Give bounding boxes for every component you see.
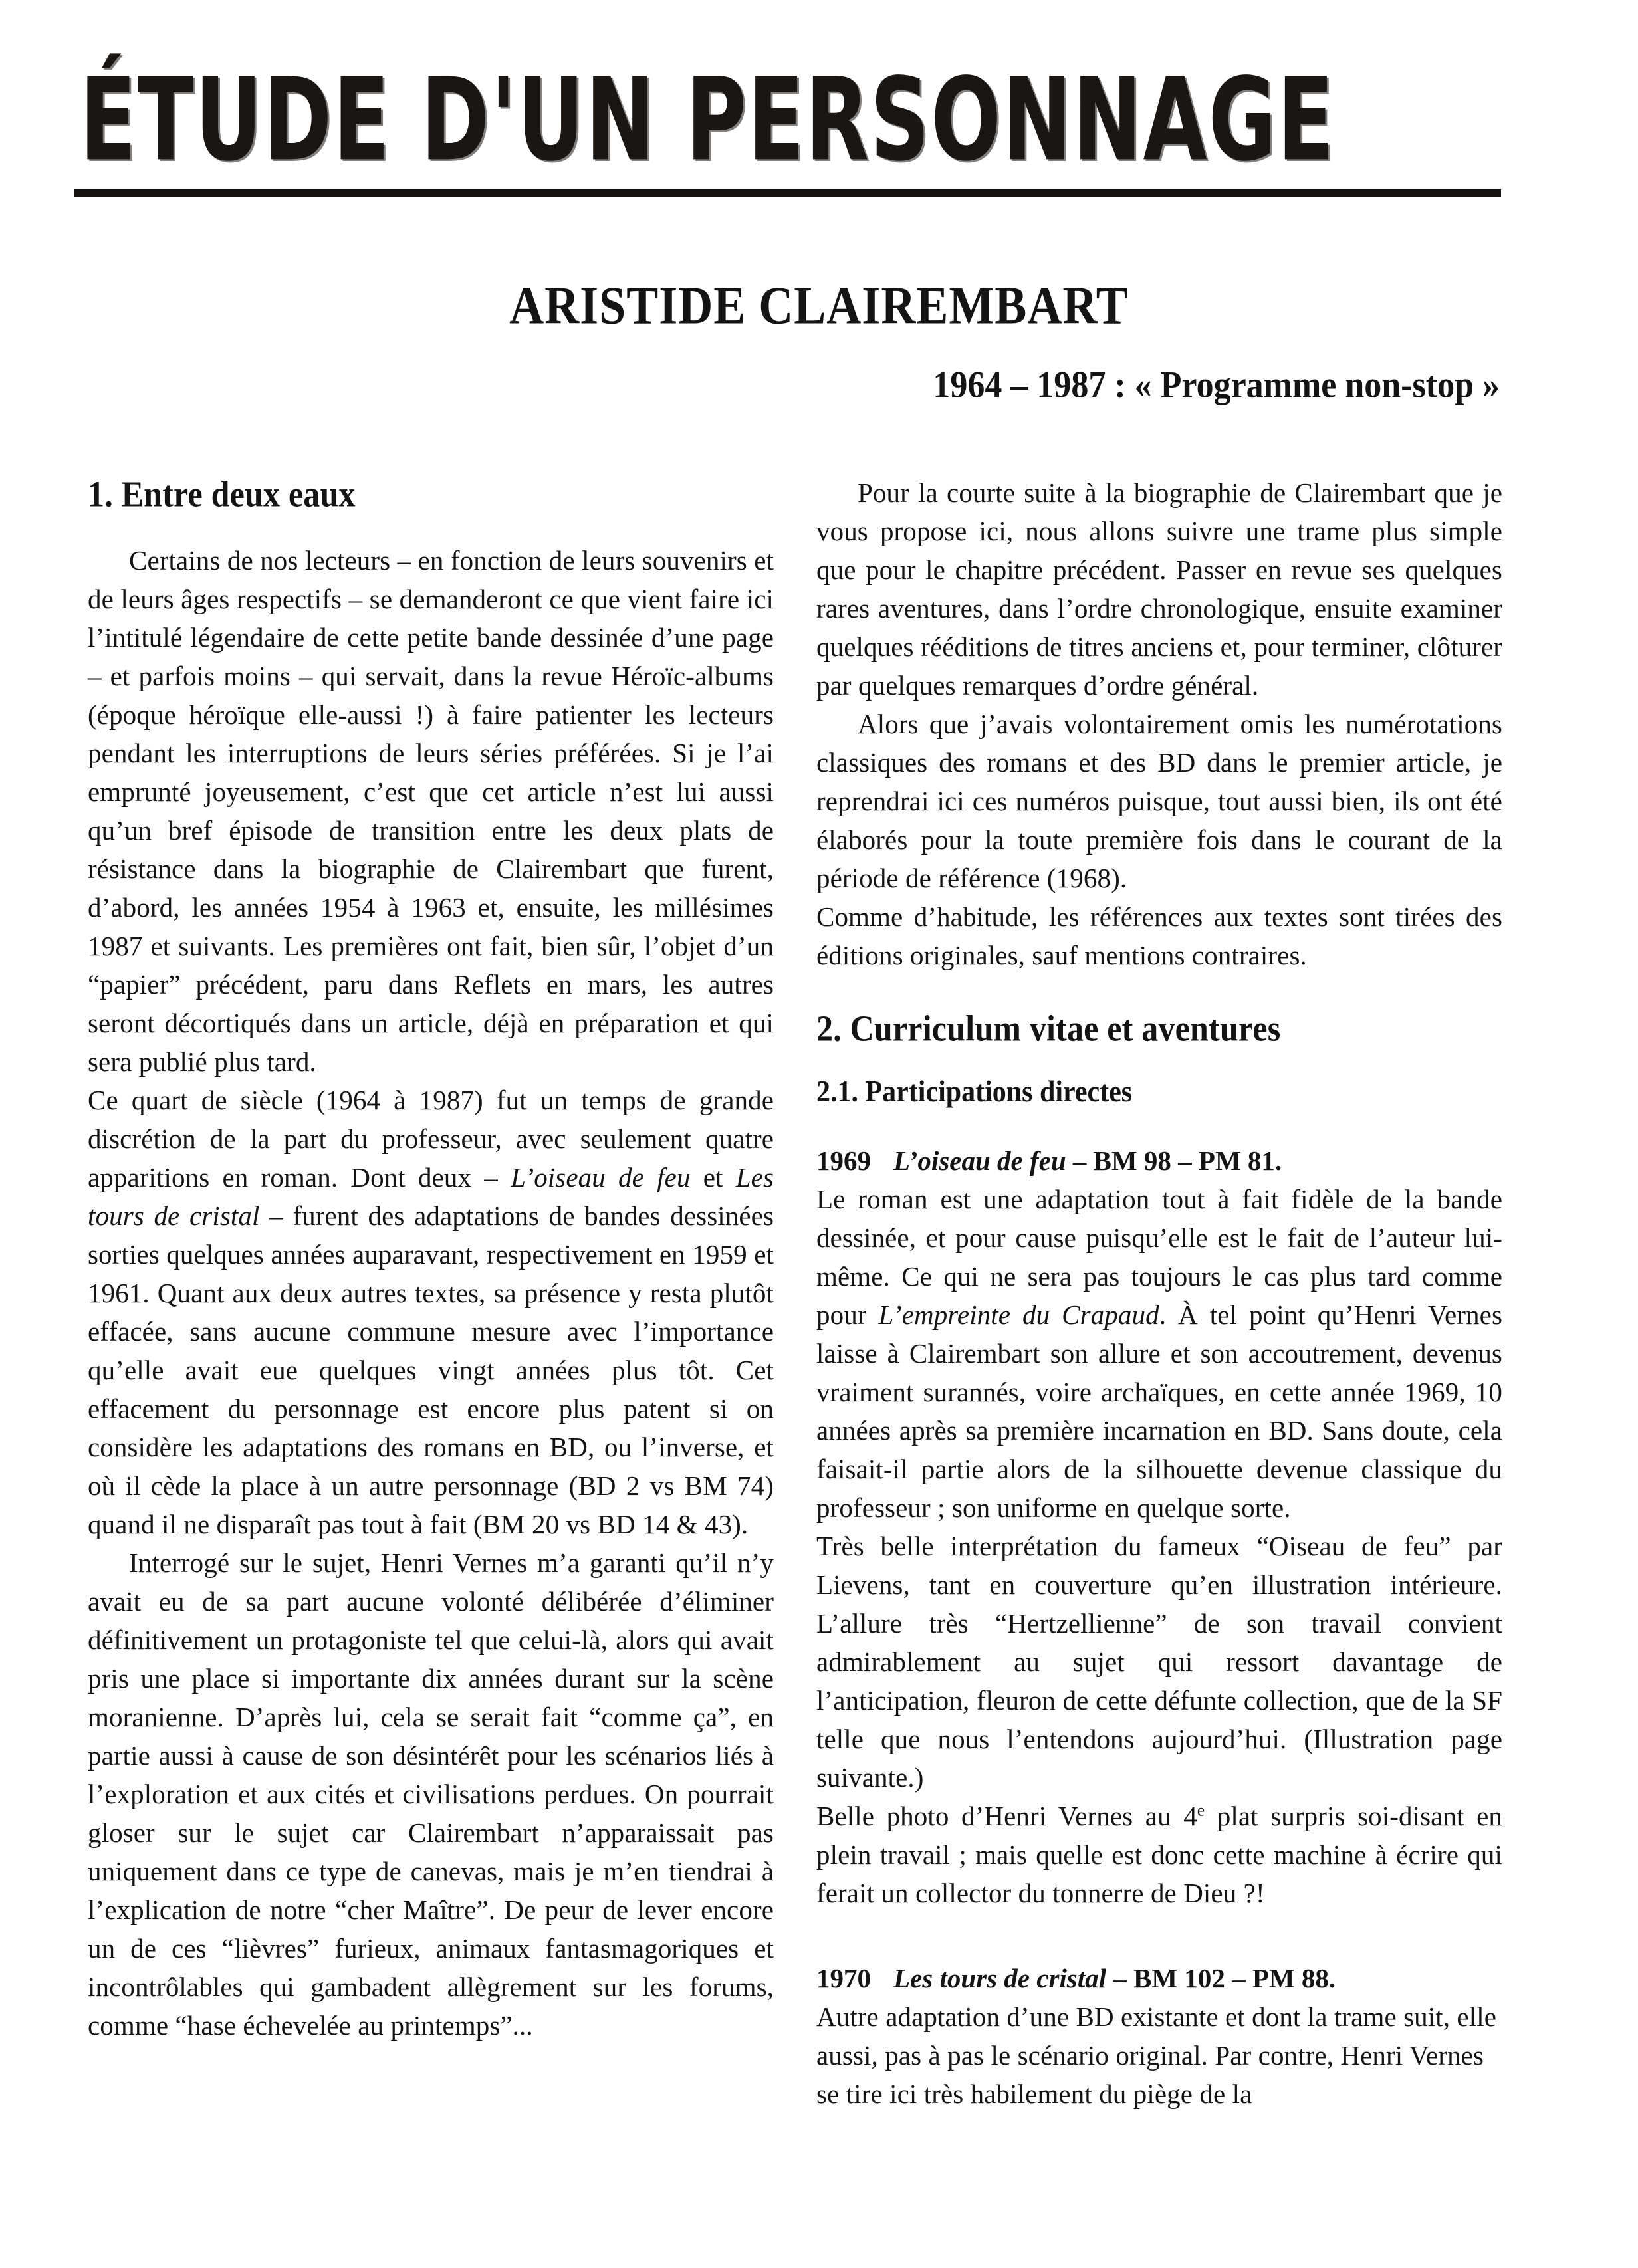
paragraph-text: Ce quart de siècle (1964 à 1987) fut un temps de grande discrétion de la part du professeur, avec seulement quatre apparitions en roman. Dont deux – (88, 1085, 774, 1192)
paragraph (816, 1797, 1502, 1912)
paragraph (88, 1081, 774, 1543)
paragraph-text: – furent des adaptations de bandes dessinées sorties quelques années auparavant, respectivement en 1959 et 1961. Quant aux deux autres textes, sa présence y resta plutôt effacée, sans aucune commune mesure avec l’importance qu’elle avait eue quelques vingt années plus tôt. Cet effacement du personnage est encore plus patent si on considère les adaptations des romans en BD, ou l’inverse, et où il cède la place à un autre personnage (BD 2 vs BM 74) quand il ne disparaît pas tout à fait (BM 20 vs BD 14 & 43). (88, 1200, 774, 1539)
paragraph: Interrogé sur le sujet, Henri Vernes m’a garanti qu’il n’y avait eu de sa part aucune volonté délibérée d’éliminer définitivement un protagoniste tel que celui-là, alors qui avait pris une place si importante dix années durant sur la scène moranienne. D’après lui, cela se serait fait “comme ça”, en partie aussi à cause de son désintérêt pour les scénarios liés à l’exploration et aux cités et civilisations perdues. On pourrait gloser sur le sujet car Clairembart n’apparaissait pas uniquement dans ce type de canevas, mais je m’en tiendrai à l’explication de notre “cher Maître”. De peur de lever encore un de ces “lièvres” furieux, animaux fantasmagoriques et incontrôlables qui gambadent allègrement sur les forums, comme “hase échevelée au printemps”... (88, 1547, 774, 2041)
page-title: ARISTIDE CLAIREMBART (509, 275, 1129, 336)
paragraph: Comme d’habitude, les références aux textes sont tirées des éditions originales, sauf mentions contraires. (816, 901, 1502, 970)
masthead (0, 54, 1638, 187)
right-column (816, 473, 1502, 2113)
entry-refs: – BM 102 – PM 88. (1113, 1963, 1336, 1994)
section-heading-1: 1. Entre deux eaux (88, 473, 356, 514)
paragraph-text: . À tel point qu’Henri Vernes laisse à Clairembart son allure et son accoutrement, devenus vraiment surannés, voire archaïques, en cette année 1969, 10 années après sa première incarnation en BD. Sans doute, cela faisait-il partie alors de la silhouette devenue classique du professeur ; son uniforme en quelque sorte. (816, 1300, 1502, 1524)
entry-year: 1970 (816, 1963, 871, 1994)
paragraph (816, 1180, 1502, 1527)
paragraph: Autre adaptation d’une BD existante et dont la trame suit, elle aussi, pas à pas le scénario original. Par contre, Henri Vernes se tire ici très habilement du piège de la (816, 2001, 1497, 2110)
entry-heading (816, 1959, 1502, 1997)
section-heading-2: 2. Curriculum vitae et aventures (816, 1008, 1281, 1049)
paragraph: Alors que j’avais volontairement omis les numérotations classiques des romans et des BD dans le premier article, je reprendrai ici ces numéros puisque, tout aussi bien, ils ont été élaborés pour la toute première fois dans le courant de la période de référence (1968). (816, 709, 1502, 893)
masthead-title: ÉTUDE D'UN PERSONNAGE (80, 54, 1336, 187)
subsection-heading-2-1: 2.1. Participations directes (816, 1076, 1133, 1109)
work-title: Les tours de cristal (88, 1162, 774, 1231)
page-subtitle: 1964 – 1987 : « Programme non-stop » (933, 364, 1500, 406)
paragraph-text: Belle photo d’Henri Vernes au 4 (816, 1801, 1197, 1832)
left-column (88, 473, 774, 2045)
paragraph: Certains de nos lecteurs – en fonction de leurs souvenirs et de leurs âges respectifs – se demanderont ce que vient faire ici l’intitulé légendaire de cette petite bande dessinée d’une page – et parfois moins – qui servait, dans la revue Héroïc-albums (époque héroïque elle-aussi !) à faire patienter les lecteurs pendant les interruptions de leurs séries préférées. Si je l’ai emprunté joyeusement, c’est que cet article n’est lui aussi qu’un bref épisode de transition entre les deux plats de résistance dans la biographie de Clairembart que furent, d’abord, les années 1954 à 1963 et, ensuite, les millésimes 1987 et suivants. Les premières ont fait, bien sûr, l’objet d’un “papier” précédent, paru dans Reflets en mars, les autres seront décortiqués dans un article, déjà en préparation et qui sera publié plus tard. (88, 545, 774, 1077)
entry-heading (816, 1141, 1502, 1180)
ordinal-suffix: e (1197, 1801, 1205, 1820)
work-title: L’oiseau de feu (511, 1162, 691, 1192)
entry-work-title: Les tours de cristal (893, 1963, 1107, 1994)
paragraph-text: et (690, 1162, 736, 1192)
paragraph-text: plat surpris soi-disant en plein travail ; mais quelle est donc cette machine à écrire qui ferait un collector du tonnerre de Dieu ?! (816, 1801, 1502, 1909)
work-title: L’empreinte du Crapaud (878, 1300, 1159, 1331)
paragraph-text: Le roman est une adaptation tout à fait fidèle de la bande dessinée, et pour cause puisqu’elle est le fait de l’auteur lui-même. Ce qui ne sera pas toujours le cas plus tard comme pour (816, 1184, 1502, 1331)
paragraph: Très belle interprétation du fameux “Oiseau de feu” par Lievens, tant en couverture qu’en illustration intérieure. L’allure très “Hertzellienne” de son travail convient admirablement au sujet qui ressort davantage de l’anticipation, fleuron de cette défunte collection, que de la SF telle que nous l’entendons aujourd’hui. (Illustration page suivante.) (816, 1531, 1502, 1793)
entry-refs: – BM 98 – PM 81. (1072, 1145, 1282, 1177)
masthead-rule (74, 189, 1501, 197)
entry-work-title: L’oiseau de feu (893, 1145, 1066, 1177)
paragraph: Pour la courte suite à la biographie de Clairembart que je vous propose ici, nous allons suivre une trame plus simple que pour le chapitre précédent. Passer en revue ses quelques rares aventures, dans l’ordre chronologique, ensuite examiner quelques rééditions de titres anciens et, pour terminer, clôturer par quelques remarques d’ordre général. (816, 477, 1502, 701)
article-columns (88, 473, 1502, 2113)
spacer (816, 1912, 1502, 1959)
spacer (816, 1127, 1502, 1141)
entry-year: 1969 (816, 1145, 871, 1177)
